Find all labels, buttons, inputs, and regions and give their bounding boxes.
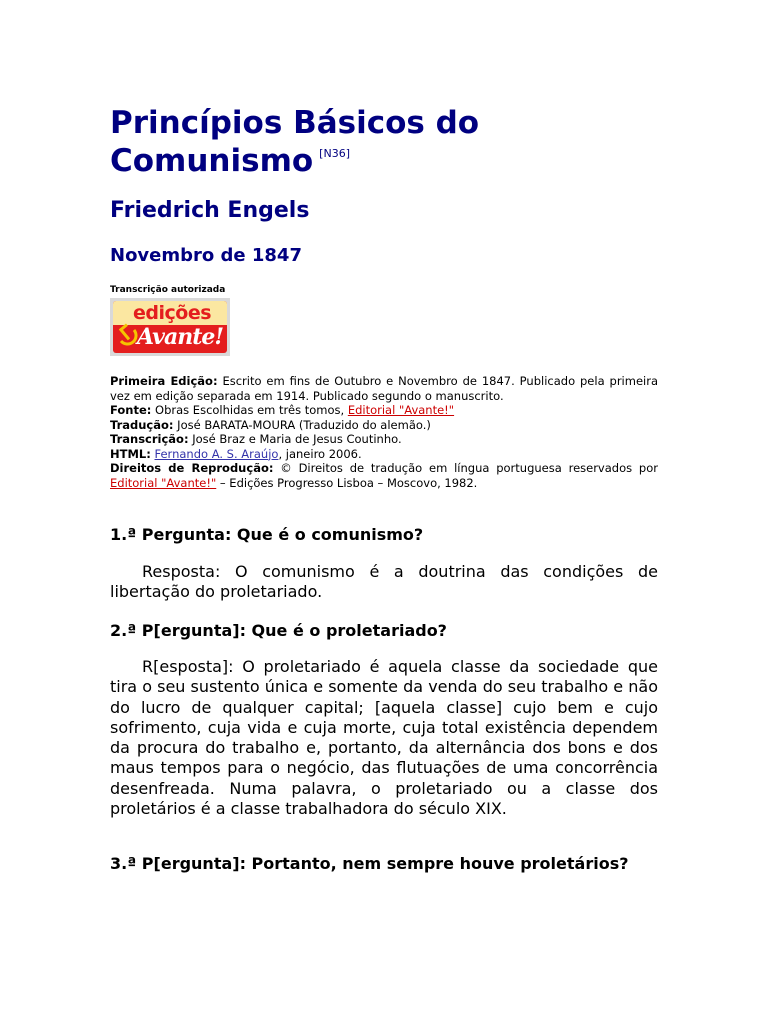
html-author-link[interactable]: Fernando A. S. Araújo — [154, 446, 279, 461]
rights-editorial-link[interactable]: Editorial "Avante!" — [110, 475, 217, 490]
title-text: Princípios Básicos do Comunismo — [110, 105, 480, 179]
translation-line — [110, 418, 658, 433]
first-edition-text: Escrito em fins de Outubro e Novembro de 1847. Publicado pela primeira vez em edição separada em 1914. Publicado segundo o manuscrito. — [110, 374, 658, 403]
rights-text: © Direitos de tradução em língua portuguesa reservados por — [280, 461, 658, 475]
html-line — [110, 447, 658, 462]
rights-line — [110, 461, 658, 490]
html-date-text: , janeiro 2006. — [278, 446, 362, 461]
source-text: Obras Escolhidas em três tomos, — [155, 403, 345, 417]
source-label: Fonte: — [110, 403, 152, 417]
rights-label: Direitos de Reprodução: — [110, 461, 274, 475]
question-3-heading: 3.ª P[ergunta]: Portanto, nem sempre houve proletários? — [110, 854, 629, 873]
translation-label: Tradução: — [110, 417, 174, 432]
publication-metadata — [110, 374, 658, 490]
translation-text: José BARATA-MOURA (Traduzido do alemão.) — [177, 417, 431, 432]
html-label: HTML: — [110, 446, 151, 461]
question-1-heading: 1.ª Pergunta: Que é o comunismo? — [110, 525, 424, 544]
transcription-text: José Braz e Maria de Jesus Coutinho. — [192, 432, 402, 446]
transcription-line — [110, 432, 658, 447]
source-line — [110, 403, 658, 418]
rights-tail-text: – Edições Progresso Lisboa – Moscovo, 1982. — [219, 475, 478, 490]
authorized-transcription-caption: Transcrição autorizada — [110, 285, 226, 295]
logo-panel — [113, 301, 227, 353]
edicoes-avante-logo[interactable] — [110, 298, 230, 356]
first-edition-line — [110, 374, 658, 403]
logo-word-edicoes: edições — [133, 302, 212, 324]
question-2-heading: 2.ª P[ergunta]: Que é o proletariado? — [110, 621, 447, 640]
author-name: Friedrich Engels — [110, 198, 310, 223]
logo-word-avante: Avante! — [137, 324, 224, 350]
answer-2-paragraph: R[esposta]: O proletariado é aquela classe da sociedade que tira o seu sustento única e somente da venda do seu trabalho e não do lucro de qualquer capital; [aquela classe] cujo bem e cujo sofrimento, cuja vida e cuja morte, cuja total existência dependem da procura do trabalho e, portanto, da alternância dos bons e dos maus tempos para o negócio, das flutuações de uma concorrência desenfreada. Numa palavra, o proletariado ou a classe dos proletários é a classe trabalhadora do século XIX. — [110, 657, 658, 819]
first-edition-label: Primeira Edição: — [110, 374, 218, 388]
publication-date: Novembro de 1847 — [110, 245, 302, 266]
answer-1-paragraph: Resposta: O comunismo é a doutrina das condições de libertação do proletariado. — [110, 562, 658, 602]
editorial-avante-link[interactable]: Editorial "Avante!" — [347, 403, 455, 417]
page-title — [110, 104, 658, 180]
note-ref-link[interactable]: [N36] — [319, 147, 350, 160]
transcription-label: Transcrição: — [110, 432, 189, 446]
hammer-sickle-icon — [115, 321, 141, 347]
